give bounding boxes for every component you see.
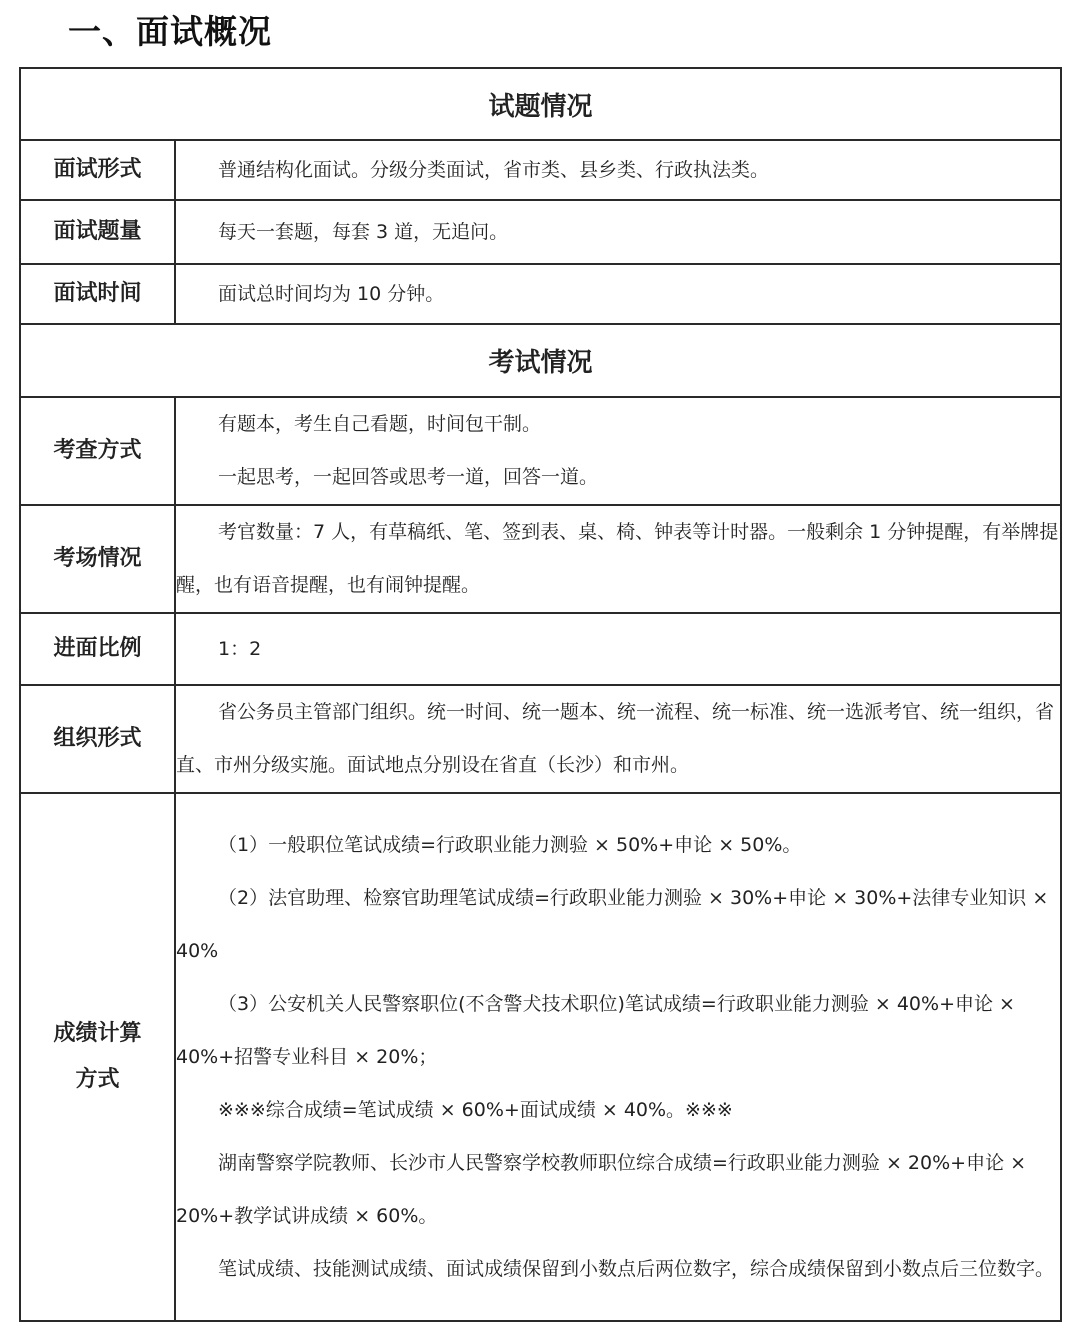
text-method-line-2: 一起思考，一起回答或思考一道，回答一道。: [218, 466, 599, 488]
table-row-method: [20, 397, 1061, 505]
interview-overview-table: [19, 67, 1062, 1322]
table-row-org: [20, 685, 1061, 793]
section-title-exam: 考试情况: [20, 324, 1061, 397]
label-venue: 考场情况: [20, 505, 175, 613]
score-paragraph-5: 湖南警察学院教师、长沙市人民警察学校教师职位综合成绩=行政职业能力测验 × 20%+申论 × 20%+教学试讲成绩 × 60%。: [176, 1151, 1027, 1227]
label-score-line-1: 成绩计算: [53, 1021, 142, 1046]
table-row-form: [20, 140, 1061, 200]
score-paragraph-6: 笔试成绩、技能测试成绩、面试成绩保留到小数点后两位数字，综合成绩保留到小数点后三位数字。: [218, 1257, 1055, 1280]
label-score: [20, 793, 175, 1321]
text-form: 普通结构化面试。分级分类面试，省市类、县乡类、行政执法类。: [218, 158, 770, 181]
page-heading: 一、面试概况: [68, 12, 272, 51]
content-score: [175, 793, 1061, 1321]
label-method: 考查方式: [20, 397, 175, 505]
content-ratio: [175, 613, 1061, 685]
text-time: 面试总时间均为 10 分钟。: [218, 282, 445, 305]
content-time: [175, 264, 1061, 324]
label-time: 面试时间: [20, 264, 175, 324]
score-paragraph-3: （3）公安机关人民警察职位(不含警犬技术职位)笔试成绩=行政职业能力测验 × 40%+申论 × 40%+招警专业科目 × 20%；: [176, 992, 1015, 1068]
text-count: 每天一套题，每套 3 道，无追问。: [218, 220, 509, 243]
section-title-questions: 试题情况: [20, 68, 1061, 140]
text-org: 省公务员主管部门组织。统一时间、统一题本、统一流程、统一标准、统一选派考官、统一组织，省直、市州分级实施。面试地点分别设在省直（长沙）和市州。: [176, 701, 1055, 776]
table-row-ratio: [20, 613, 1061, 685]
score-paragraph-4: ※※※综合成绩=笔试成绩 × 60%+面试成绩 × 40%。※※※: [218, 1098, 733, 1121]
label-org: 组织形式: [20, 685, 175, 793]
content-method: [175, 397, 1061, 505]
label-form: 面试形式: [20, 140, 175, 200]
text-ratio: 1：2: [218, 637, 262, 660]
table-row-venue: [20, 505, 1061, 613]
table-row-time: [20, 264, 1061, 324]
text-method-line-1: 有题本，考生自己看题，时间包干制。: [218, 413, 542, 435]
content-venue: [175, 505, 1061, 613]
section-row-questions: [20, 68, 1061, 140]
score-paragraph-2: （2）法官助理、检察官助理笔试成绩=行政职业能力测验 × 30%+申论 × 30%+法律专业知识 × 40%: [176, 886, 1049, 962]
section-row-exam: [20, 324, 1061, 397]
score-paragraph-1: （1）一般职位笔试成绩=行政职业能力测验 × 50%+申论 × 50%。: [218, 833, 802, 856]
content-form: [175, 140, 1061, 200]
table-row-score: [20, 793, 1061, 1321]
table-row-count: [20, 200, 1061, 264]
label-score-line-2: 方式: [75, 1067, 120, 1092]
label-ratio: 进面比例: [20, 613, 175, 685]
label-count: 面试题量: [20, 200, 175, 264]
text-venue: 考官数量：7 人，有草稿纸、笔、签到表、桌、椅、钟表等计时器。一般剩余 1 分钟提醒，有举牌提醒，也有语音提醒，也有闹钟提醒。: [176, 521, 1059, 596]
content-count: [175, 200, 1061, 264]
content-org: [175, 685, 1061, 793]
